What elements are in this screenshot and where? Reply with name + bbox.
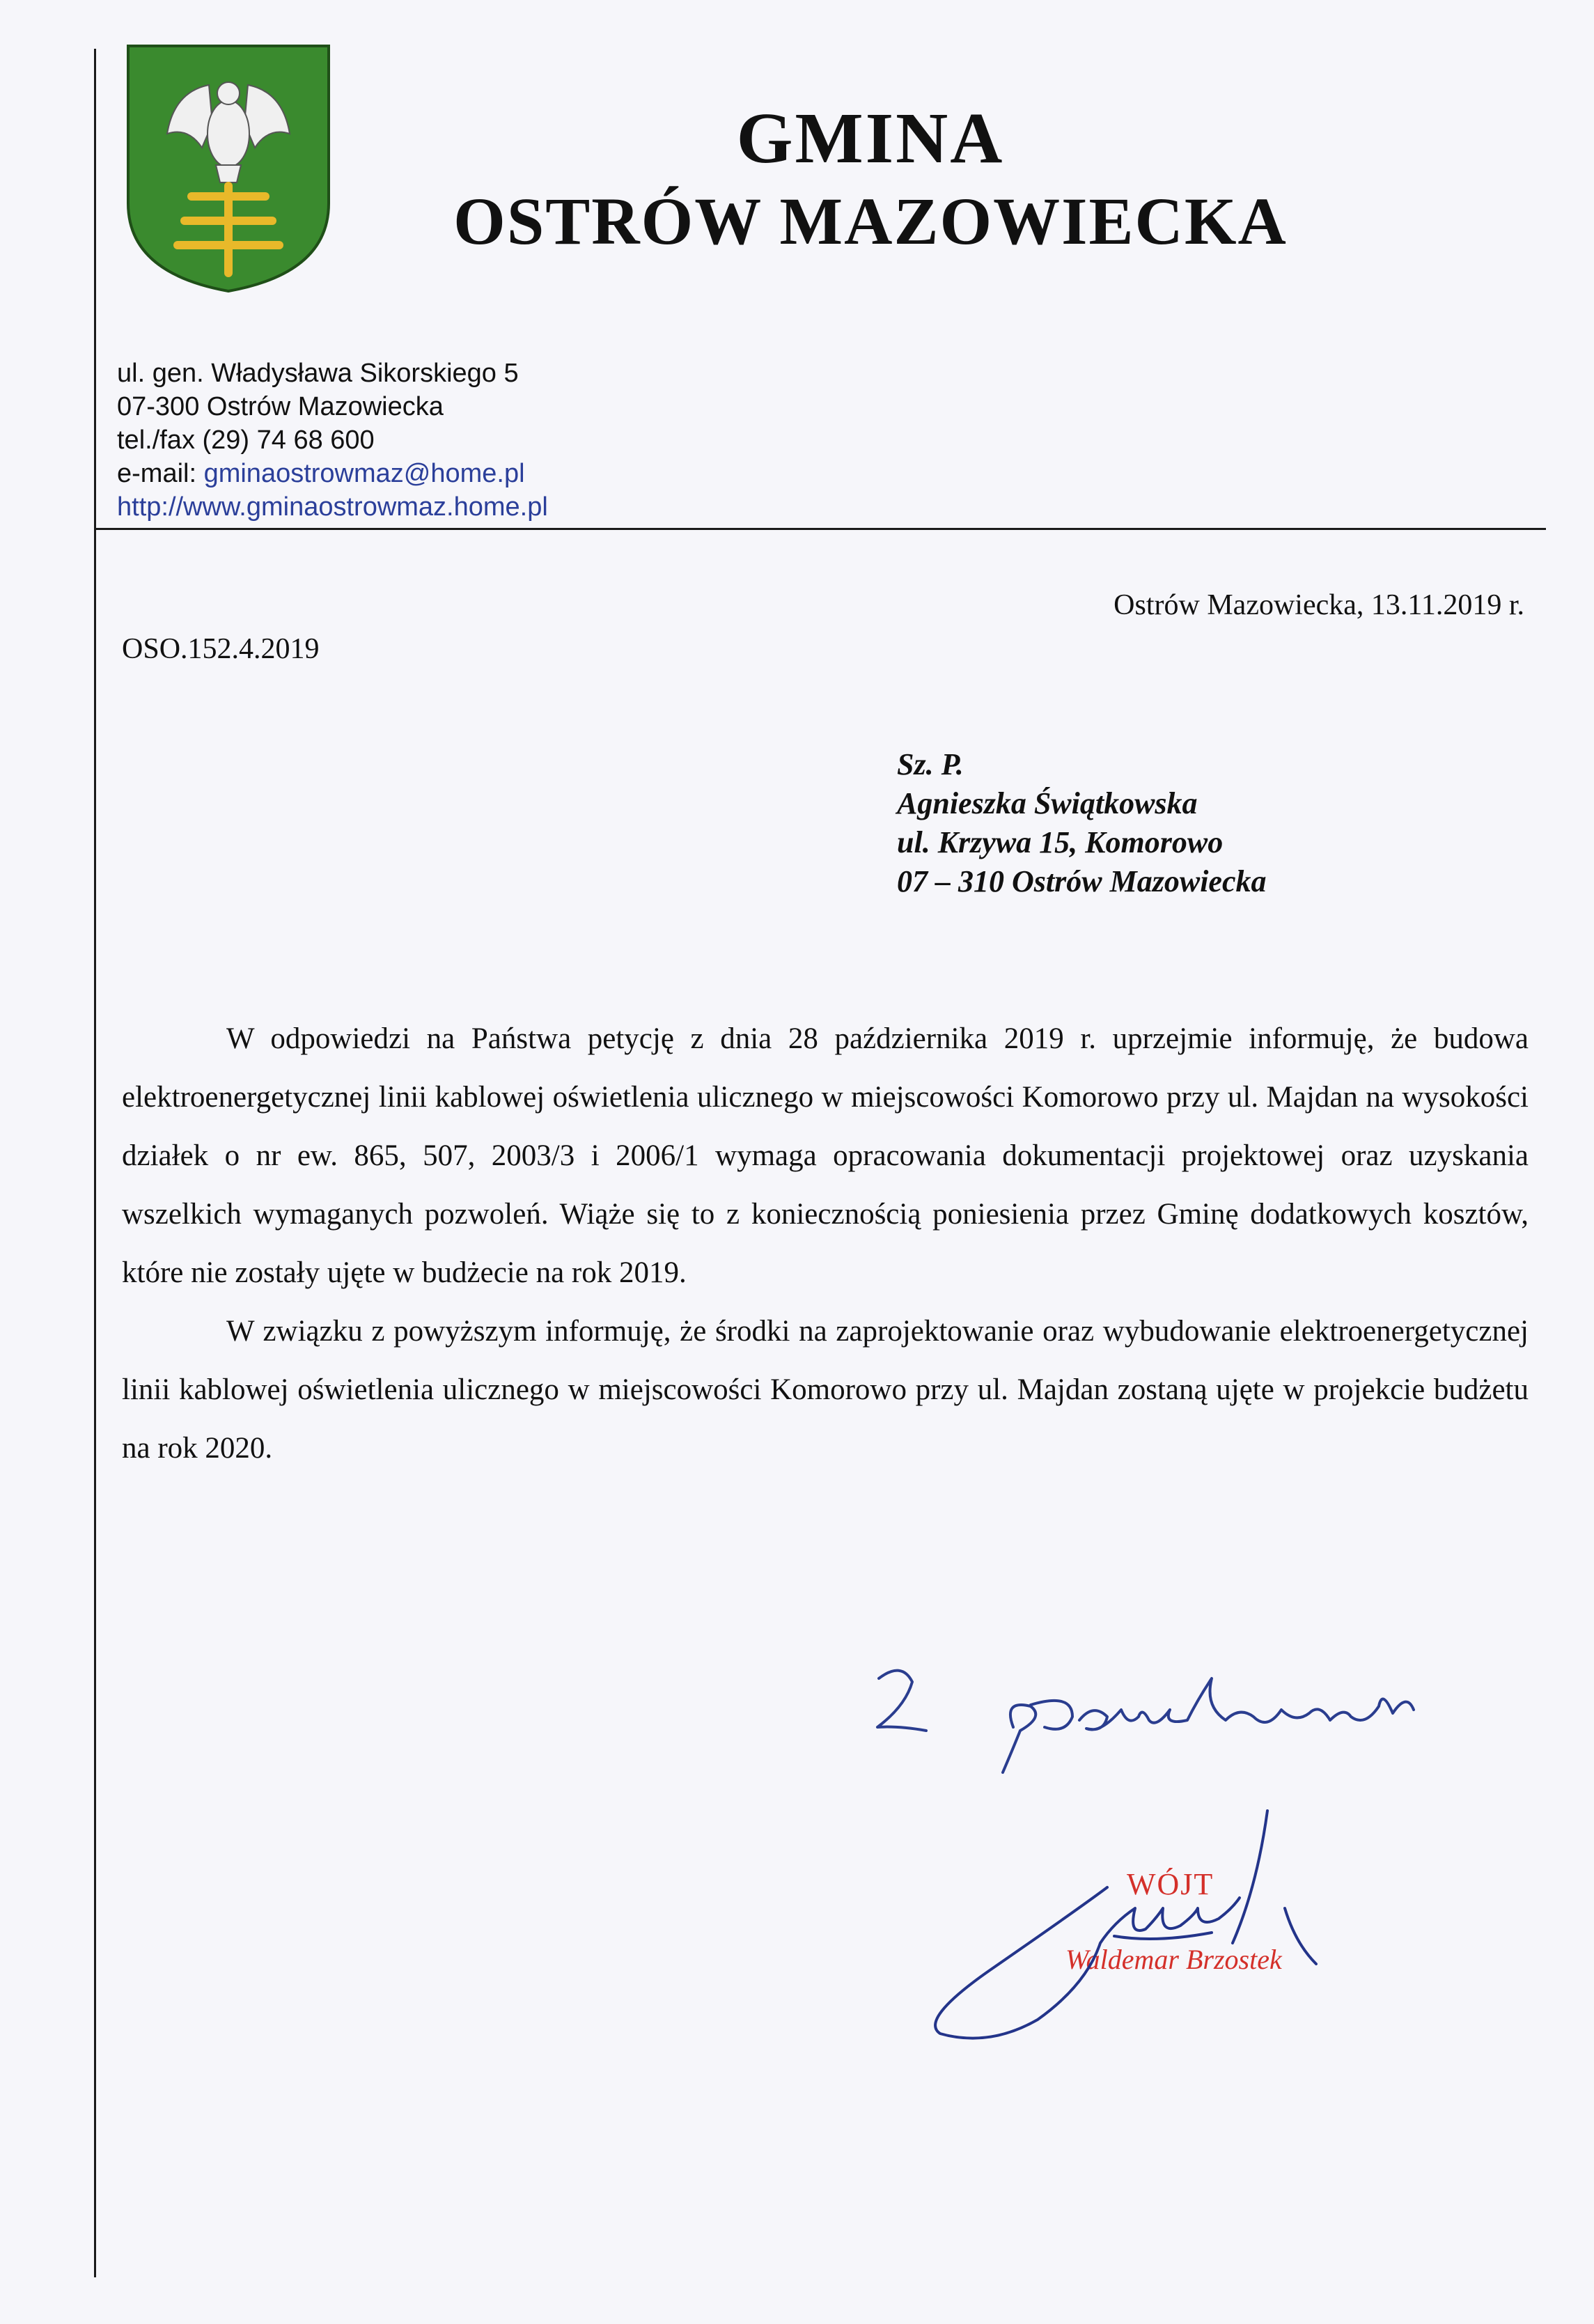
sender-address (117, 357, 548, 524)
body-paragraph: W odpowiedzi na Państwa petycję z dnia 28 października 2019 r. uprzejmie informuję, że budowa elektroenergetycznej linii kablowej oświetlenia ulicznego w miejscowości Komorowo przy ul. Majdan na wysokości działek o nr ew. 865, 507, 2003/3 i 2006/1 wymaga opracowania dokumentacji projektowej oraz uzyskania wszelkich wymaganych pozwoleń. Wiąże się to z koniecznością poniesienia przez Gminę dodatkowych kosztów, które nie zostały ujęte w budżecie na rok 2019. (122, 1022, 1529, 1289)
signature (905, 1804, 1407, 2048)
org-name-line2: OSTRÓW MAZOWIECKA (453, 184, 1288, 258)
recipient-block (897, 745, 1266, 901)
body-paragraph: W związku z powyższym informuję, że środki na zaprojektowanie oraz wybudowanie elektroenergetycznej linii kablowej oświetlenia ulicznego w miejscowości Komorowo przy ul. Majdan zostaną ujęte w projekcie budżetu na rok 2020. (122, 1315, 1529, 1465)
handwritten-closing (864, 1651, 1490, 1797)
email-link[interactable]: gminaostrowmaz@home.pl (203, 459, 525, 488)
recipient-city: 07 – 310 Ostrów Mazowiecka (897, 864, 1267, 898)
reference-number: OSO.152.4.2019 (122, 633, 320, 665)
address-email-line (117, 457, 548, 490)
email-prefix: e-mail: (117, 459, 204, 488)
stamp-title: WÓJT (1127, 1867, 1214, 1901)
address-street: ul. gen. Władysława Sikorskiego 5 (117, 359, 519, 388)
org-name-line1: GMINA (736, 98, 1005, 178)
stamp-name: Waldemar Brzostek (1065, 1944, 1282, 1975)
coat-of-arms-icon (125, 43, 331, 294)
address-phone: tel./fax (29) 74 68 600 (117, 426, 375, 455)
margin-rule (94, 49, 96, 2277)
letter-body (122, 1010, 1529, 1478)
recipient-name: Agnieszka Świątkowska (897, 786, 1198, 820)
recipient-street: ul. Krzywa 15, Komorowo (897, 825, 1224, 859)
org-name (390, 98, 1351, 263)
website-link[interactable]: http://www.gminaostrowmaz.home.pl (117, 492, 548, 522)
address-city: 07-300 Ostrów Mazowiecka (117, 392, 444, 421)
letter-date: Ostrów Mazowiecka, 13.11.2019 r. (1114, 589, 1524, 621)
recipient-salutation: Sz. P. (897, 747, 964, 781)
header-divider (94, 528, 1546, 530)
